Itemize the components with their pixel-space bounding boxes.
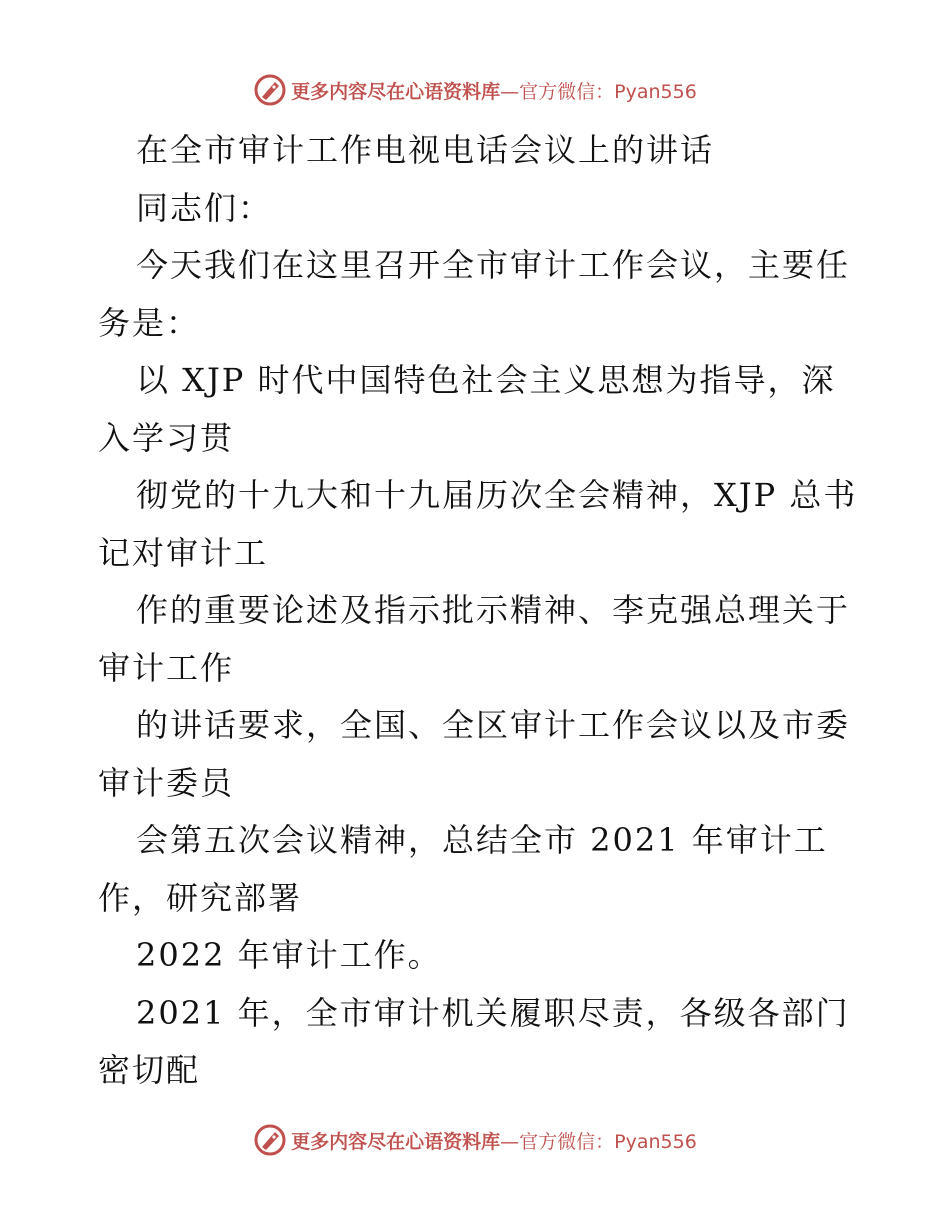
paragraph-line: 记对审计工	[98, 533, 269, 572]
paragraph-line: 同志们：	[136, 188, 273, 227]
paragraph-line: 以 XJP 时代中国特色社会主义思想为指导，深	[136, 361, 836, 399]
pen-nib-logo-icon	[253, 1123, 287, 1157]
paragraph-line: 的讲话要求，全国、全区审计工作会议以及市委	[136, 706, 851, 744]
banner-separator: —	[500, 80, 520, 103]
paragraph-line: 务是：	[98, 303, 201, 342]
banner-separator: —	[500, 1130, 520, 1153]
paragraph-line: 会第五次会议精神，总结全市 2021 年审计工	[136, 821, 828, 859]
paragraph-line: 审计工作	[98, 648, 235, 687]
paragraph-line: 2021 年，全市审计机关履职尽责，各级各部门	[136, 993, 850, 1032]
paragraph-line: 审计委员	[98, 763, 235, 802]
paragraph-line: 彻党的十九大和十九届历次全会精神，XJP 总书	[136, 476, 858, 514]
banner-contact: 官方微信：Pyan556	[519, 1130, 697, 1153]
banner-main-text: 更多内容尽在心语资料库	[291, 1130, 501, 1153]
paragraph-line: 作的重要论述及指示批示精神、李克强总理关于	[136, 591, 851, 629]
paragraph-line: 今天我们在这里召开全市审计工作会议，主要任	[136, 246, 851, 284]
paragraph-line: 在全市审计工作电视电话会议上的讲话	[136, 131, 715, 169]
banner-contact: 官方微信：Pyan556	[519, 80, 697, 103]
header-banner	[0, 70, 950, 110]
document-body	[98, 122, 858, 1100]
banner-main-text: 更多内容尽在心语资料库	[291, 80, 501, 103]
paragraph-line: 作，研究部署	[98, 878, 303, 917]
paragraph-line: 入学习贯	[98, 418, 235, 457]
paragraph-line: 密切配	[98, 1051, 201, 1089]
footer-banner	[0, 1120, 950, 1160]
pen-nib-logo-icon	[253, 73, 287, 107]
paragraph-line: 2022 年审计工作。	[136, 936, 442, 974]
